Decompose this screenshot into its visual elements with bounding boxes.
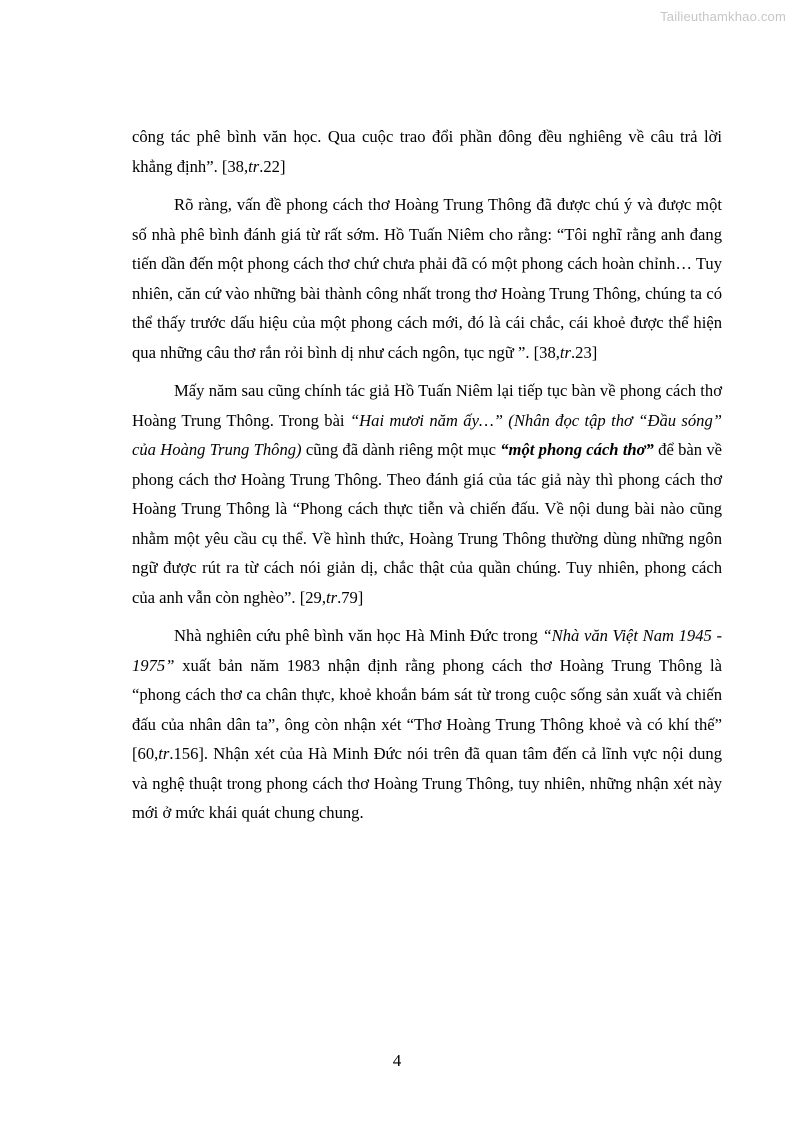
paragraph (132, 376, 722, 612)
text-run: .156]. Nhận xét của Hà Minh Đức nói trên đã quan tâm đến cả lĩnh vực nội dung và nghệ thuật trong phong cách thơ Hoàng Trung Thông, tuy nhiên, những nhận xét này mới ở mức khái quát chung chung. (132, 744, 722, 822)
text-run: tr (325, 587, 338, 607)
text-run: .79] (337, 587, 364, 607)
text-run: “Hai mươi năm ấy…” (Nhân đọc tập thơ “Đầu sóng” của Hoàng Trung Thông) (132, 410, 722, 459)
text-run: tr (559, 342, 571, 362)
text-run: tr (158, 744, 170, 763)
text-run: Mấy năm sau cũng chính tác giả Hồ Tuấn Niêm lại tiếp tục bàn về phong cách thơ Hoàng Trung Thông. Trong bài (132, 381, 722, 430)
text-run: Rõ ràng, vấn đề phong cách thơ Hoàng Trung Thông đã được chú ý và được một số nhà phê bình đánh giá từ rất sớm. Hồ Tuấn Niêm cho rằng: “Tôi nghĩ rằng anh đang tiến dần đến một phong cách thơ chứ chưa phải đã có một phong cách hoàn chỉnh… Tuy nhiên, căn cứ vào những bài thành công nhất trong thơ Hoàng Trung Thông, chúng ta có thể thấy trước dấu hiệu của một phong cách mới, đó là cái chắc, cái khoẻ được thể hiện qua những câu thơ rắn rỏi bình dị như cách ngôn, tục ngữ ”. [38, (132, 195, 722, 362)
text-run: cũng đã dành riêng một mục (301, 440, 501, 459)
text-run: để bàn về phong cách thơ Hoàng Trung Thông. Theo đánh giá của tác giả này thì phong cách thơ Hoàng Trung Thông là “Phong cách thực tiễn và chiến đấu. Về nội dung bài nào cũng nhằm một yêu cầu cụ thể. Về hình thức, Hoàng Trung Thông thường dùng những ngôn ngữ được rút ra từ cách nói giản dị, chắc thật của quần chúng. Tuy nhiên, phong cách của anh vẫn còn nghèo”. [29, (132, 440, 722, 607)
paragraphs (132, 122, 722, 828)
paragraph (132, 122, 722, 181)
text-run: Nhà nghiên cứu phê bình văn học Hà Minh Đức trong (174, 626, 543, 645)
paragraph (132, 621, 722, 828)
text-run: .23] (571, 342, 598, 362)
paragraph (132, 190, 722, 367)
watermark-text: Tailieuthamkhao.com (660, 9, 786, 24)
text-run: công tác phê bình văn học. Qua cuộc trao đổi phần đông đều nghiêng về câu trả lời khẳng định”. [38, (132, 127, 722, 176)
text-run: “một phong cách thơ” (500, 440, 654, 459)
text-run: xuất bản năm 1983 nhận định rằng phong cách thơ Hoàng Trung Thông là “phong cách thơ ca chân thực, khoẻ khoắn bám sát từ trong cuộc sống sản xuất và chiến đấu của nhân dân ta”, ông còn nhận xét “Thơ Hoàng Trung Thông khoẻ và có khí thế” [60, (132, 655, 722, 763)
page-number: 4 (392, 1051, 402, 1070)
text-run: tr (248, 156, 260, 176)
text-run: .22] (259, 156, 286, 176)
text-run: “Nhà văn Việt Nam 1945 - 1975” (132, 626, 722, 675)
